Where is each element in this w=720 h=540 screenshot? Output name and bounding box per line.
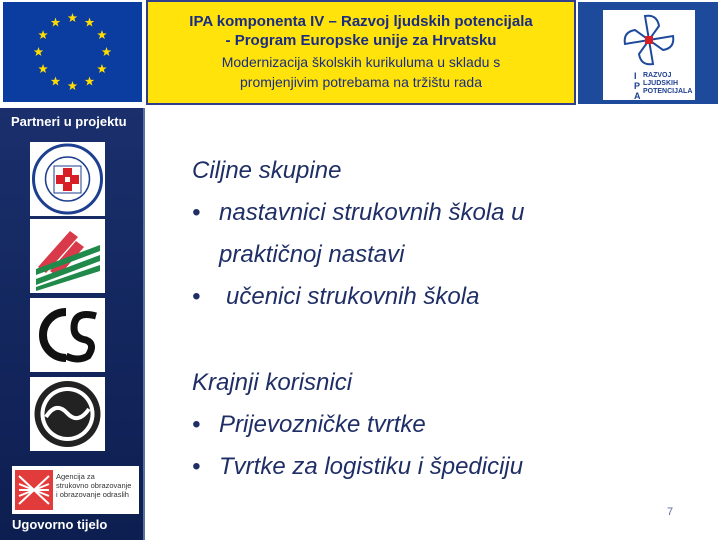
banner-title-line2: - Program Europske unije za Hrvatsku: [225, 32, 497, 49]
bullet-icon: •: [192, 283, 201, 310]
header: [0, 0, 720, 108]
bullet-icon: •: [192, 199, 201, 226]
wave-partner-logo: [30, 377, 105, 451]
list-item: • Prijevozničke tvrtke: [192, 404, 702, 446]
bullet-icon: •: [192, 411, 201, 438]
eu-star-icon: [97, 30, 107, 39]
agency-logo: [12, 466, 139, 514]
ipa-letters: I P A: [634, 71, 641, 101]
eu-star-icon: [68, 13, 78, 22]
cs-partner-logo: [30, 298, 105, 372]
sidebar: [0, 108, 145, 540]
banner-subtitle-line1: Modernizacija školskih kurikuluma u skladu s: [221, 54, 501, 70]
agency-symbol-icon: [15, 470, 53, 510]
list-item: • nastavnici strukovnih škola u praktičnoj nastavi: [192, 192, 702, 276]
banner-title-line1: IPA komponenta IV – Razvoj ljudskih potencijala: [189, 13, 533, 30]
section-target-groups-title: Ciljne skupine: [192, 157, 342, 184]
eu-star-icon: [38, 30, 48, 39]
eu-star-icon: [38, 64, 48, 73]
wave-circle-icon: [30, 377, 105, 451]
sidebar-title: Partneri u projektu: [11, 114, 127, 129]
eu-star-icon: [51, 76, 61, 85]
eu-star-icon: [102, 47, 112, 56]
banner-subtitle-line2: promjenjivim potrebama na tržištu rada: [240, 74, 482, 90]
slide-number: 7: [667, 506, 674, 518]
stripes-partner-logo: [30, 219, 105, 293]
eu-star-icon: [85, 18, 95, 27]
eu-star-icon: [34, 47, 44, 56]
cs-icon: [30, 298, 105, 372]
list-item: • Tvrtke za logistiku i špediciju: [192, 446, 702, 488]
slide-content: [192, 150, 702, 488]
seal-icon: [30, 142, 105, 216]
eu-star-icon: [85, 76, 95, 85]
eu-star-icon: [51, 18, 61, 27]
eu-star-icon: [68, 81, 78, 90]
section-end-users-title: Krajnji korisnici: [192, 369, 353, 396]
agency-name: Agencija za strukovno obrazovanje i obrazovanje odraslih: [56, 472, 132, 499]
sidebar-footer-label: Ugovorno tijelo: [12, 517, 108, 532]
bullet-icon: •: [192, 453, 201, 480]
list-item: • učenici strukovnih škola: [192, 276, 702, 318]
stripes-icon: [30, 219, 105, 293]
pinwheel-icon: [603, 10, 695, 70]
eu-stars-icon: [3, 2, 142, 102]
school-seal-logo: [30, 142, 105, 216]
eu-star-icon: [97, 64, 107, 73]
eu-flag-logo: [3, 2, 142, 102]
ipa-logo-text: RAZVOJ LJUDSKIH POTENCIJALA: [643, 72, 693, 95]
project-banner: [146, 0, 576, 105]
